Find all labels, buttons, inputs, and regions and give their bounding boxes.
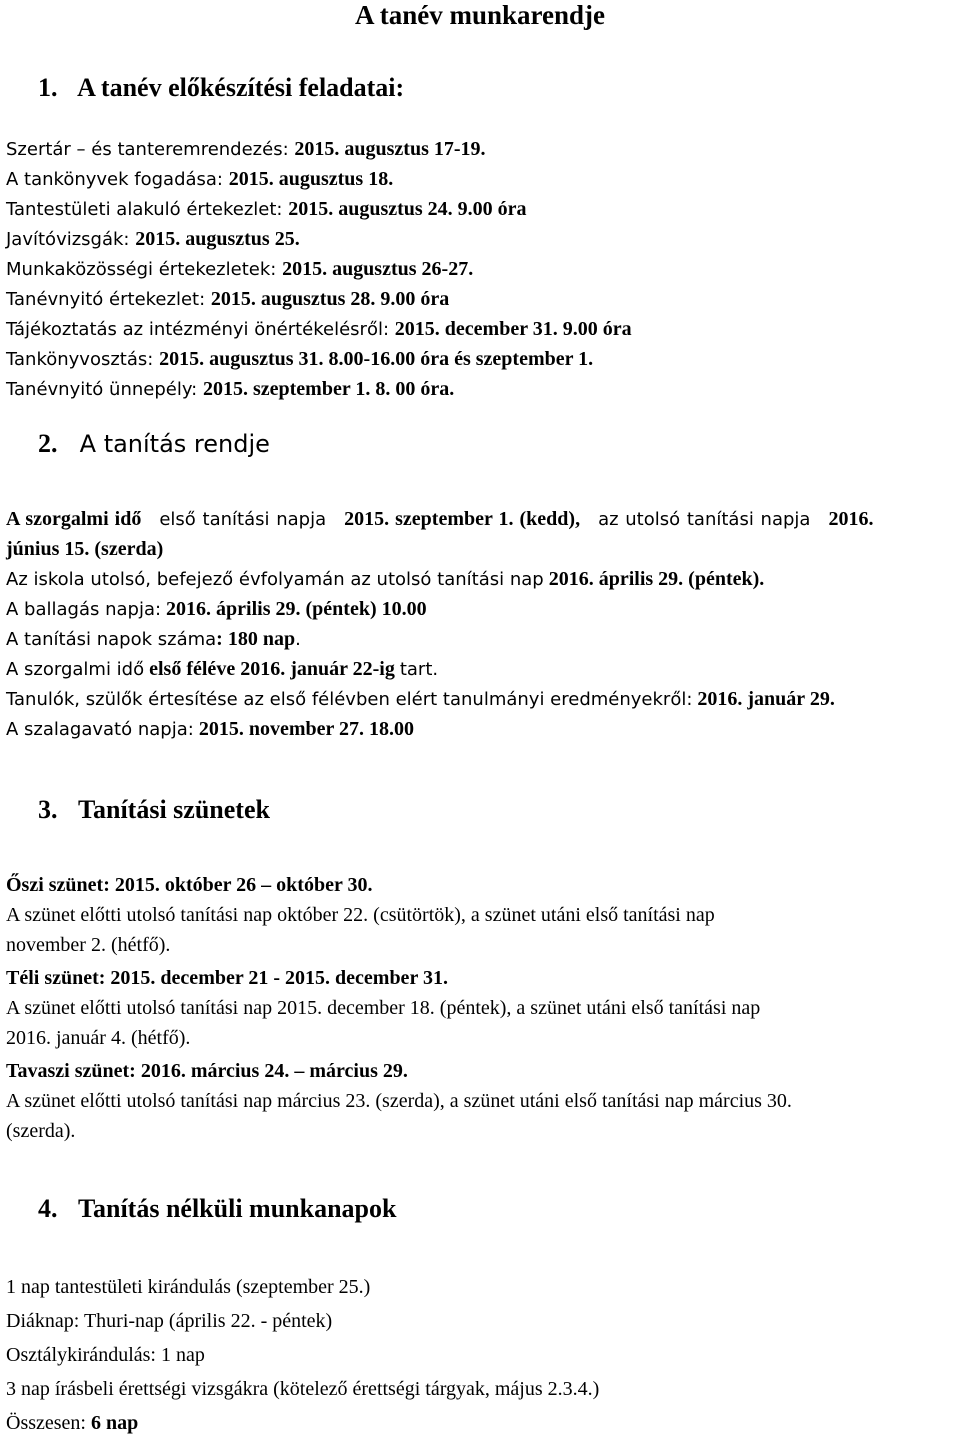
list-item: A szünet előtti utolsó tanítási nap 2015. december 18. (péntek), a szünet utáni első tanítási nap [6, 997, 761, 1019]
section-title: A tanév előkészítési feladatai: [77, 73, 405, 102]
section-3-heading [38, 795, 270, 825]
list-item: A szünet előtti utolsó tanítási nap március 23. (szerda), a szünet utáni első tanítási nap március 30. [6, 1090, 792, 1112]
list-item: A ballagás napja: 2016. április 29. (péntek) 10.00 [6, 598, 427, 620]
list-item: 1 nap tantestületi kirándulás (szeptember 25.) [6, 1276, 371, 1298]
section-number: 2. [38, 429, 58, 458]
list-item: június 15. (szerda) [6, 538, 164, 560]
list-item: november 2. (hétfő). [6, 934, 171, 956]
list-item: Tájékoztatás az intézményi önértékelésről: 2015. december 31. 9.00 óra [6, 318, 632, 340]
section-3-body [6, 870, 960, 1146]
section-title: A tanítás rendje [79, 430, 270, 458]
list-item: Tavaszi szünet: 2016. március 24. – március 29. [6, 1060, 408, 1082]
section-2-heading [38, 429, 270, 459]
list-item: Összesen: 6 nap [6, 1412, 139, 1434]
section-number: 1. [38, 73, 58, 102]
list-item: Tanévnyitó értekezlet: 2015. augusztus 28. 9.00 óra [6, 288, 450, 310]
list-item: Diáknap: Thuri-nap (április 22. - péntek) [6, 1310, 333, 1332]
list-item: A szorgalmi idő első tanítási napja 2015. szeptember 1. (kedd), az utolsó tanítási napja 2016. [6, 508, 874, 530]
list-item: Munkaközösségi értekezletek: 2015. augusztus 26-27. [6, 258, 474, 280]
list-item: (szerda). [6, 1120, 76, 1142]
section-title: Tanítási szünetek [78, 795, 270, 824]
list-item: Az iskola utolsó, befejező évfolyamán az utolsó tanítási nap 2016. április 29. (péntek). [6, 568, 765, 590]
list-item: A szünet előtti utolsó tanítási nap október 22. (csütörtök), a szünet utáni első tanítási nap [6, 904, 715, 926]
section-number: 4. [38, 1194, 58, 1223]
section-2-body [6, 504, 960, 744]
list-item: Tankönyvosztás: 2015. augusztus 31. 8.00-16.00 óra és szeptember 1. [6, 348, 594, 370]
document-title: A tanév munkarendje [354, 0, 606, 30]
list-item: A szorgalmi idő első féléve 2016. január 22-ig tart. [6, 658, 439, 680]
list-item: Javítóvizsgák: 2015. augusztus 25. [6, 228, 300, 250]
section-4-heading [38, 1194, 396, 1224]
section-4-body [6, 1270, 960, 1440]
list-item: Tantestületi alakuló értekezlet: 2015. augusztus 24. 9.00 óra [6, 198, 527, 220]
list-item: A tanítási napok száma: 180 nap. [6, 628, 301, 650]
list-item: A tankönyvek fogadása: 2015. augusztus 18. [6, 168, 394, 190]
list-item: Tanulók, szülők értesítése az első félévben elért tanulmányi eredményekről: 2016. január 29. [6, 688, 835, 710]
section-1-heading [38, 73, 404, 103]
list-item: Őszi szünet: 2015. október 26 – október 30. [6, 874, 373, 896]
list-item: Osztálykirándulás: 1 nap [6, 1344, 205, 1366]
section-number: 3. [38, 795, 58, 824]
list-item: A szalagavató napja: 2015. november 27. 18.00 [6, 718, 415, 740]
section-title: Tanítás nélküli munkanapok [78, 1194, 397, 1223]
list-item: Szertár – és tanteremrendezés: 2015. augusztus 17-19. [6, 138, 486, 160]
list-item: 3 nap írásbeli érettségi vizsgákra (kötelező érettségi tárgyak, május 2.3.4.) [6, 1378, 600, 1400]
list-item: 2016. január 4. (hétfő). [6, 1027, 191, 1049]
section-1-body [6, 134, 960, 404]
list-item: Téli szünet: 2015. december 21 - 2015. december 31. [6, 967, 448, 989]
list-item: Tanévnyitó ünnepély: 2015. szeptember 1. 8. 00 óra. [6, 378, 455, 400]
